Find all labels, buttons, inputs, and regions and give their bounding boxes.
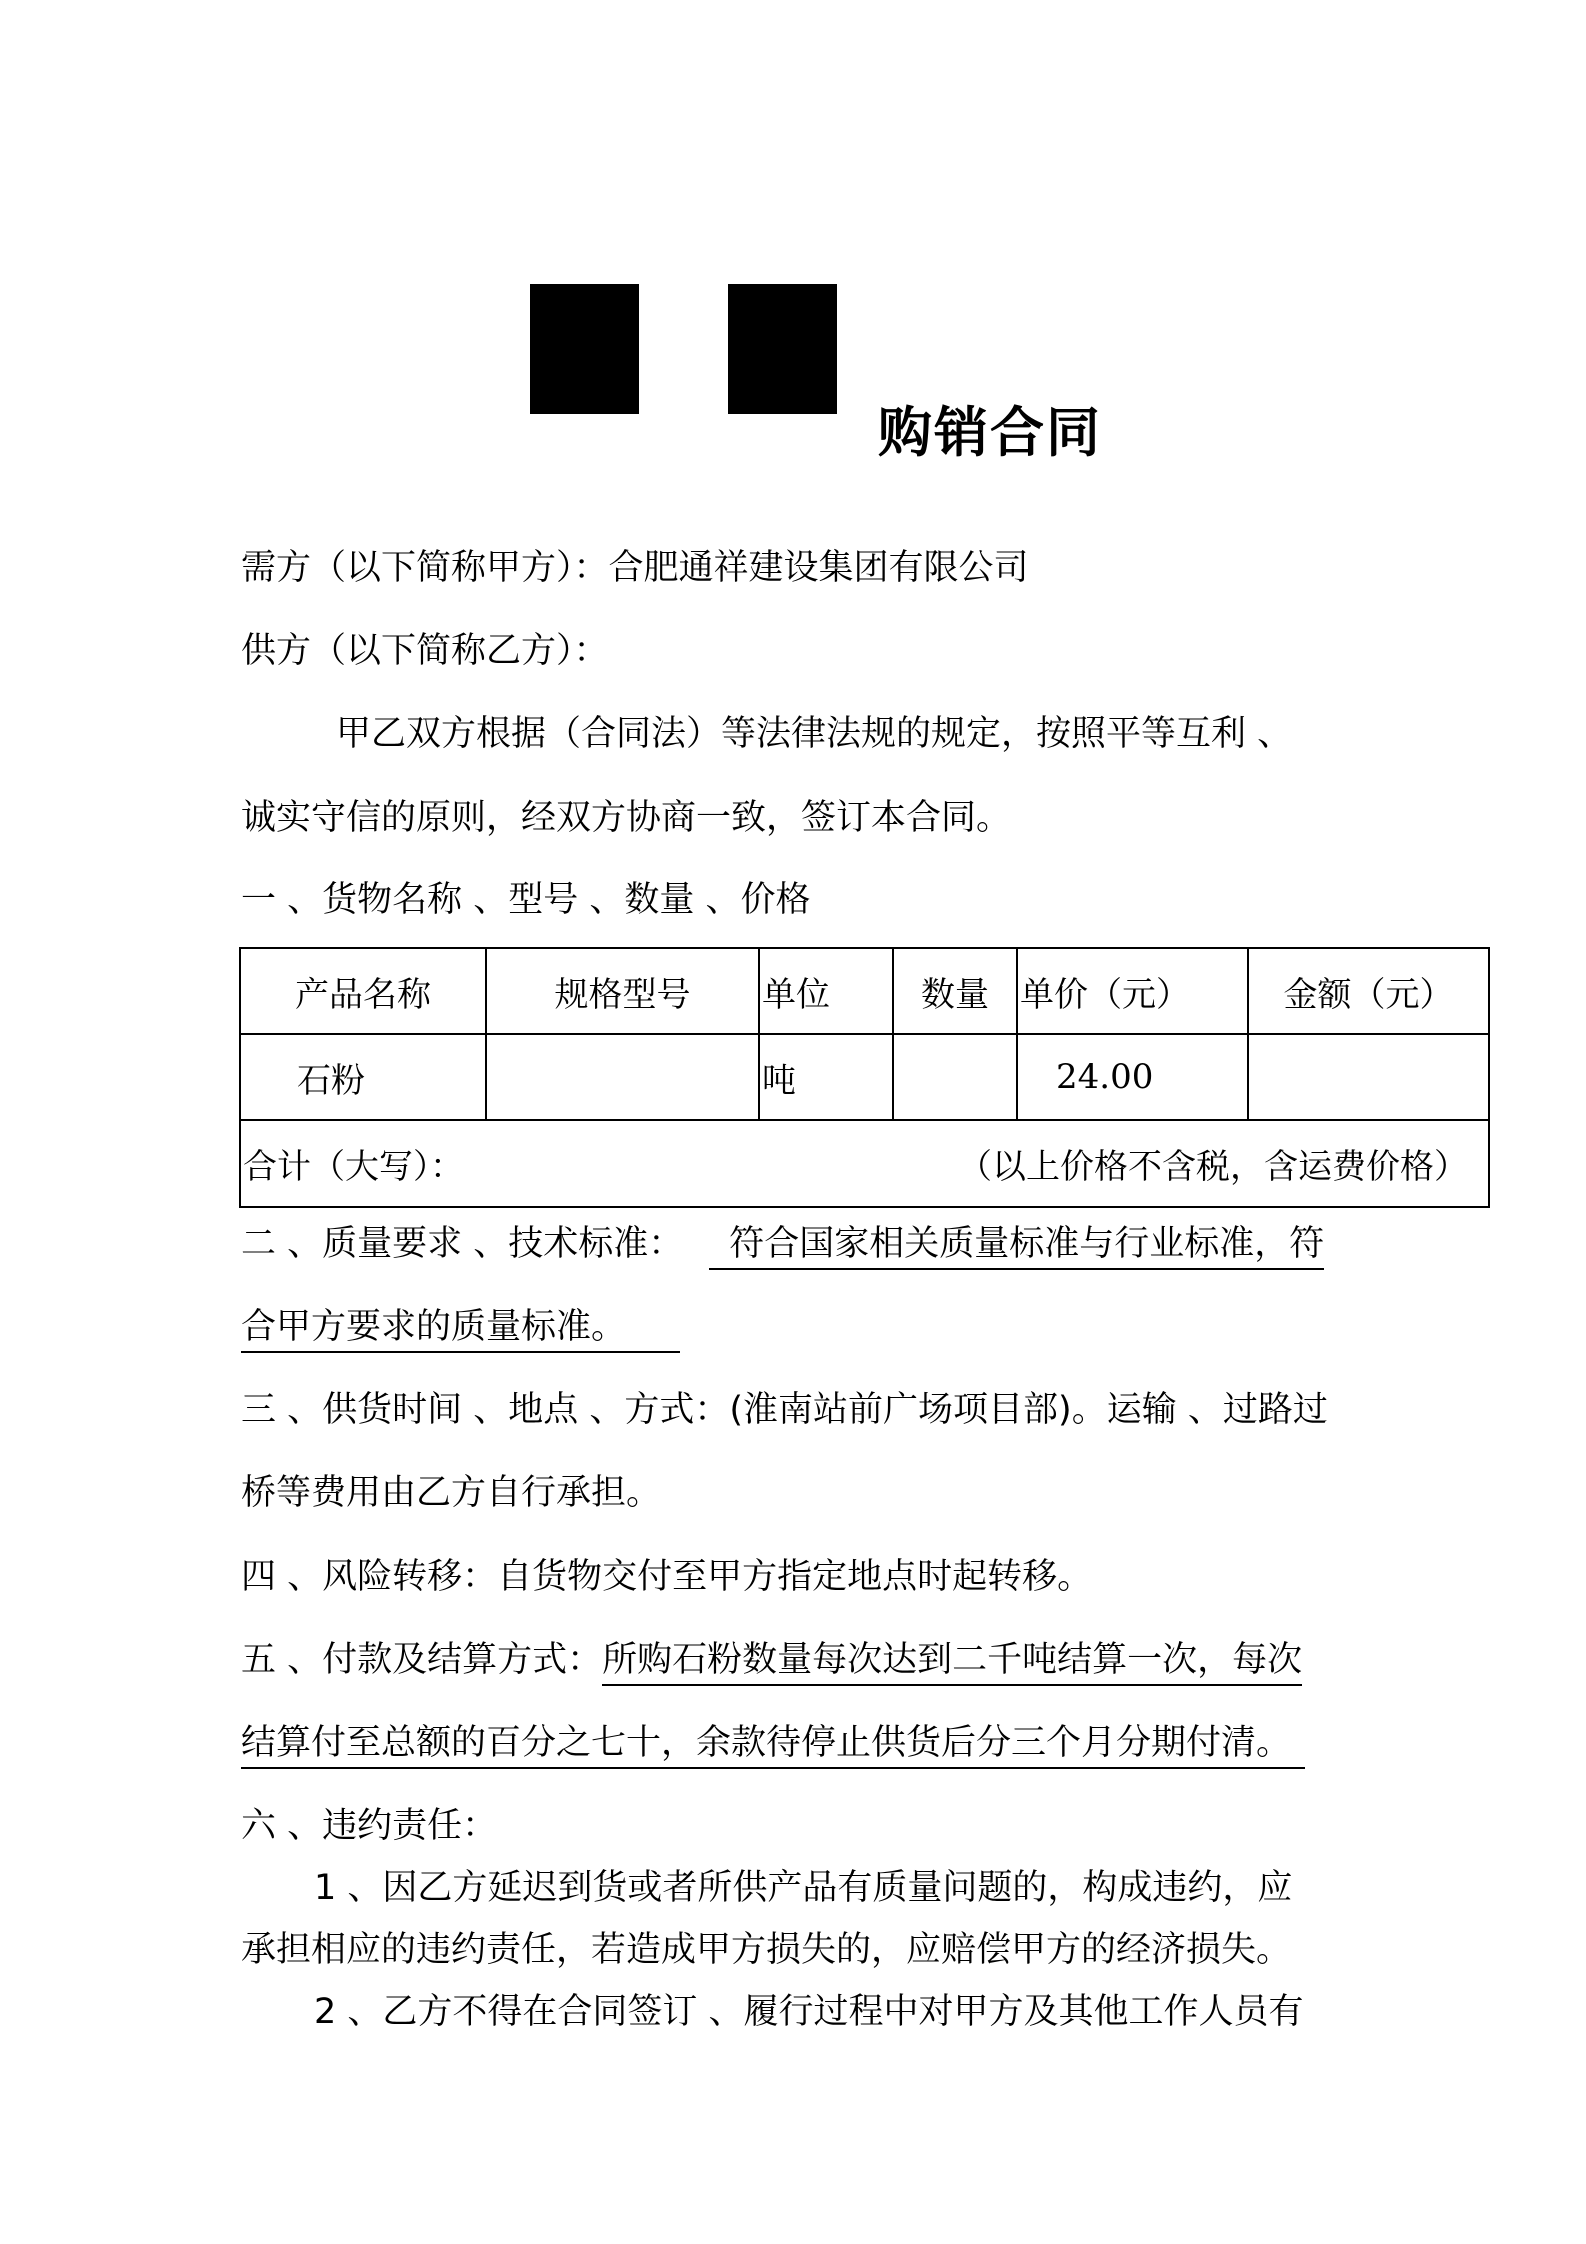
clause-1-line-2: 承担相应的违约责任，若造成甲方损失的，应赔偿甲方的经济损失。 [241, 1930, 1292, 1970]
cell-amount [1248, 1034, 1489, 1120]
table-total-row [240, 1120, 1489, 1207]
table-header-row [240, 948, 1489, 1034]
section-1-heading: 一 、货物名称 、型号 、数量 、价格 [241, 880, 811, 920]
table-row [240, 1034, 1489, 1120]
intro-line-1: 甲乙双方根据（合同法）等法律法规的规定，按照平等互利 、 [336, 714, 1293, 754]
total-wrap [241, 1139, 1488, 1188]
cell-product-name: 石粉 [240, 1034, 486, 1120]
clause-1-line-1: 1 、因乙方延迟到货或者所供产品有质量问题的，构成违约，应 [314, 1868, 1293, 1908]
section-2-text-2: 合甲方要求的质量标准。 [241, 1307, 680, 1353]
document-title: 购销合同 [878, 401, 1102, 464]
clause-2-line-1: 2 、乙方不得在合同签订 、履行过程中对甲方及其他工作人员有 [314, 1992, 1304, 2032]
buyer-line: 需方（以下简称甲方）：合肥通祥建设集团有限公司 [241, 548, 1029, 588]
section-5-label: 五 、付款及结算方式： [241, 1640, 603, 1680]
header-unit-price: 单价（元） [1017, 948, 1248, 1034]
section-2-line-1 [241, 1222, 1324, 1266]
section-3-line-2: 桥等费用由乙方自行承担。 [241, 1473, 662, 1513]
section-2-text-1: 符合国家相关质量标准与行业标准，符 [709, 1224, 1324, 1270]
seller-line: 供方（以下简称乙方）： [241, 631, 609, 671]
redaction-block-left [530, 284, 639, 414]
header-amount: 金额（元） [1248, 948, 1489, 1034]
total-note: （以上价格不含税，含运费价格） [958, 1147, 1468, 1187]
cell-unit-price: 24.00 [1017, 1034, 1248, 1120]
cell-quantity [893, 1034, 1017, 1120]
section-4-line: 四 、风险转移：自货物交付至甲方指定地点时起转移。 [241, 1557, 1093, 1597]
section-5-text-2: 结算付至总额的百分之七十，余款待停止供货后分三个月分期付清。 [241, 1723, 1305, 1769]
header-spec-model: 规格型号 [486, 948, 759, 1034]
section-2-label: 二 、质量要求 、技术标准： [241, 1224, 684, 1264]
section-5-line-2 [241, 1721, 1305, 1765]
header-unit: 单位 [759, 948, 893, 1034]
section-6-heading: 六 、违约责任： [241, 1806, 498, 1846]
total-cell [240, 1120, 1489, 1207]
header-product-name: 产品名称 [240, 948, 486, 1034]
section-2-line-2 [241, 1305, 680, 1349]
intro-line-2: 诚实守信的原则，经双方协商一致，签订本合同。 [241, 798, 1012, 838]
cell-unit: 吨 [759, 1034, 893, 1120]
goods-table [239, 947, 1490, 1208]
section-5-text-1: 所购石粉数量每次达到二千吨结算一次，每次 [602, 1640, 1302, 1686]
total-label: 合计（大写）： [243, 1147, 464, 1187]
cell-spec-model [486, 1034, 759, 1120]
section-3-line-1: 三 、供货时间 、地点 、方式：(淮南站前广场项目部)。运输 、过路过 [241, 1390, 1328, 1430]
section-5-line-1 [241, 1638, 1302, 1682]
redaction-block-right [728, 284, 837, 414]
header-quantity: 数量 [893, 948, 1017, 1034]
